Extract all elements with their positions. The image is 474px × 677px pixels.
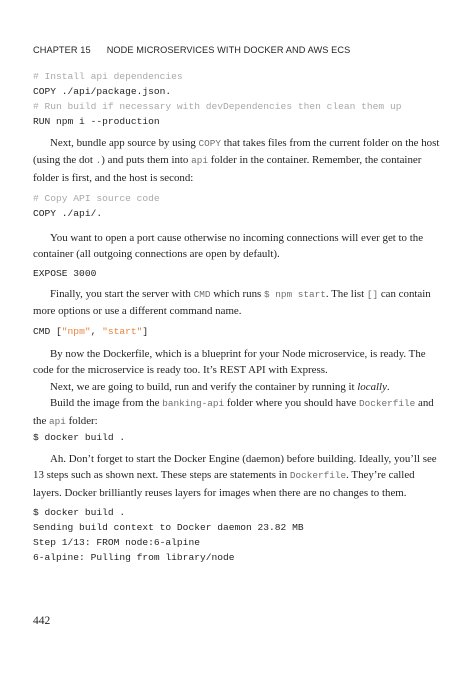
inline-code: Dockerfile xyxy=(289,470,347,482)
code-line: $ docker build . xyxy=(33,432,126,443)
paragraph-copy-source: Next, bundle app source by using COPY that takes files from the current folder on the host (using the dot .) and puts them into api folder in the container. Remember, the container folder is first, and the host is second: xyxy=(33,137,440,184)
inline-code: . xyxy=(95,155,102,167)
code-block-build-output xyxy=(33,505,304,565)
chapter-title: NODE MICROSERVICES WITH DOCKER AND AWS ECS xyxy=(106,45,351,55)
code-block-install-dependencies xyxy=(33,69,401,129)
inline-code: Dockerfile xyxy=(359,398,416,410)
paragraph-build-run: By now the Dockerfile, which is a blueprint for your Node microservice, is ready. The code for the microservice is ready too. It’s REST API with Express. Next, we are going to build, run and verify the container by running it locally. Build the image from the banking-api folder where you should have Dockerfile and the api folder: xyxy=(33,348,434,427)
inline-code: banking-api xyxy=(162,398,225,410)
code-comment: # Install api dependencies xyxy=(33,71,183,82)
paragraph-cmd: Finally, you start the server with CMD which runs $ npm start. The list [] can contain more options or use a different command name. xyxy=(33,288,431,318)
code-block-docker-build xyxy=(33,430,125,445)
paragraph-expose-port: You want to open a port cause otherwise no incoming connections will ever get to the container (all outgoing connections are open by default). xyxy=(33,232,424,261)
code-comment: # Copy API source code xyxy=(33,193,160,204)
paragraph-docker-engine: Ah. Don’t forget to start the Docker Engine (daemon) before building. Ideally, you’ll see 13 steps such as shown next. These steps are statements in Dockerfile. They’re called layers. Docker brilliantly reuses layers for images when there are no changes to them. xyxy=(33,453,437,499)
code-line: $ docker build . xyxy=(33,507,126,518)
inline-code: [] xyxy=(366,289,379,300)
code-line: Sending build context to Docker daemon 23.82 MB xyxy=(33,522,304,533)
inline-code: COPY xyxy=(198,138,222,149)
code-comment: # Run build if necessary with devDependencies then clean them up xyxy=(33,101,402,112)
code-line: CMD ["npm", "start"] xyxy=(33,326,149,337)
chapter-label: CHAPTER 15 xyxy=(33,45,91,55)
code-block-expose xyxy=(33,266,96,281)
code-line: COPY ./api/package.json. xyxy=(33,86,172,97)
code-line: 6-alpine: Pulling from library/node xyxy=(33,552,235,563)
code-block-copy-api xyxy=(33,191,160,221)
string-literal: "npm" xyxy=(61,326,91,337)
inline-code: api xyxy=(49,415,66,427)
inline-code: CMD xyxy=(193,289,211,300)
code-block-cmd xyxy=(33,324,148,339)
code-line: Step 1/13: FROM node:6-alpine xyxy=(33,537,200,548)
page-number: 442 xyxy=(33,615,51,627)
string-literal: "start" xyxy=(102,326,143,337)
inline-code: $ npm start xyxy=(264,289,326,300)
code-line: COPY ./api/. xyxy=(33,208,103,219)
inline-code: api xyxy=(191,155,208,167)
running-header xyxy=(33,45,350,55)
code-line: RUN npm i --production xyxy=(33,116,160,127)
emphasis: locally xyxy=(357,380,387,393)
code-line: EXPOSE 3000 xyxy=(33,268,97,279)
